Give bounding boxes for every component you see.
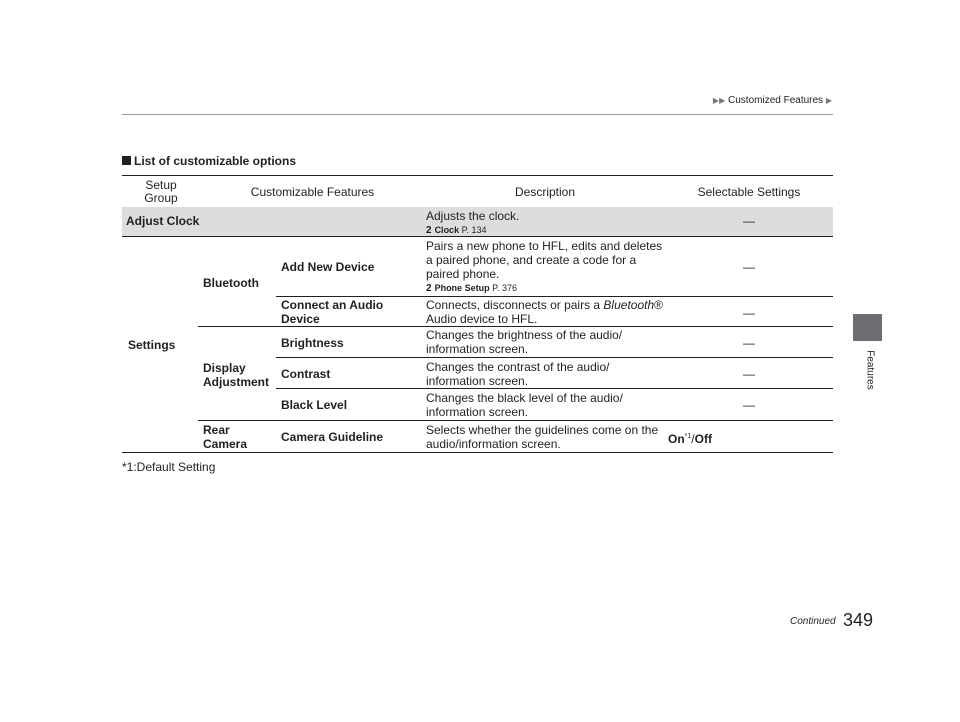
brightness-feature: Brightness [281, 336, 344, 350]
side-tab-marker [853, 314, 882, 341]
header-rule [122, 114, 833, 115]
row-rule [198, 420, 833, 421]
camera-guideline-feature: Camera Guideline [281, 430, 384, 444]
add-new-device-description: Pairs a new phone to HFL, edits and deletes a paired phone, and create a code for a paired phone. 2 Phone Setup P. 376 [426, 239, 666, 295]
row-rule [122, 236, 833, 237]
phone-setup-page-ref[interactable]: 2 Phone Setup P. 376 [426, 283, 517, 294]
rear-camera-subgroup: Rear Camera [203, 423, 248, 451]
connect-audio-description: Connects, disconnects or pairs a Bluetooth® Audio device to HFL. [426, 298, 663, 326]
camera-guideline-settings: On$^{*1}$/Off [668, 432, 712, 446]
reference-arrow-icon: 2 [426, 225, 432, 236]
black-level-settings: — [743, 398, 755, 412]
adjust-clock-group: Adjust Clock [126, 214, 200, 228]
default-footnote-marker: *1 [684, 433, 692, 440]
adjust-clock-settings: — [743, 214, 755, 228]
reference-arrow-icon: 2 [426, 283, 432, 294]
header-customizable-features: Customizable Features [250, 184, 375, 199]
header-setup-group: Setup Group [144, 178, 178, 205]
clock-page-ref[interactable]: 2 Clock P. 134 [426, 225, 487, 236]
adjust-clock-description: Adjusts the clock. 2 Clock P. 134 [426, 209, 520, 236]
continued-label: Continued [790, 616, 836, 627]
section-title-text: List of customizable options [134, 154, 297, 168]
contrast-description: Changes the contrast of the audio/ information screen. [426, 360, 610, 388]
header-description: Description [514, 184, 576, 199]
footnote: *1:Default Setting [122, 460, 216, 474]
square-bullet-icon [122, 156, 131, 165]
contrast-feature: Contrast [281, 367, 331, 381]
section-title [122, 154, 296, 168]
header-selectable-settings: Selectable Settings [697, 184, 801, 199]
brightness-description: Changes the brightness of the audio/ information screen. [426, 328, 623, 356]
connect-audio-settings: — [743, 306, 755, 320]
add-new-device-feature: Add New Device [281, 260, 375, 274]
brightness-settings: — [743, 336, 755, 350]
row-rule [276, 296, 833, 297]
black-level-description: Changes the black level of the audio/ information screen. [426, 391, 623, 419]
add-new-device-settings: — [743, 260, 755, 274]
connect-audio-feature: Connect an Audio Device [281, 298, 384, 326]
table-bottom-rule [122, 452, 833, 453]
settings-group-label: Settings [128, 338, 176, 352]
display-adjustment-subgroup: Display Adjustment [203, 361, 269, 389]
breadcrumb-text[interactable]: Customized Features [728, 95, 824, 106]
page-number: 349 [843, 610, 874, 630]
breadcrumb [713, 95, 832, 106]
breadcrumb-arrows-icon: ▶▶ [712, 96, 726, 105]
contrast-settings: — [743, 367, 755, 381]
side-tab-label: Features [864, 350, 876, 390]
breadcrumb-end-arrow-icon: ▶ [825, 96, 832, 105]
row-rule [276, 357, 833, 358]
camera-guideline-description: Selects whether the guidelines come on the audio/information screen. [426, 423, 659, 451]
row-rule [276, 388, 833, 389]
row-rule [198, 326, 833, 327]
black-level-feature: Black Level [281, 398, 348, 412]
bluetooth-subgroup: Bluetooth [203, 276, 259, 290]
